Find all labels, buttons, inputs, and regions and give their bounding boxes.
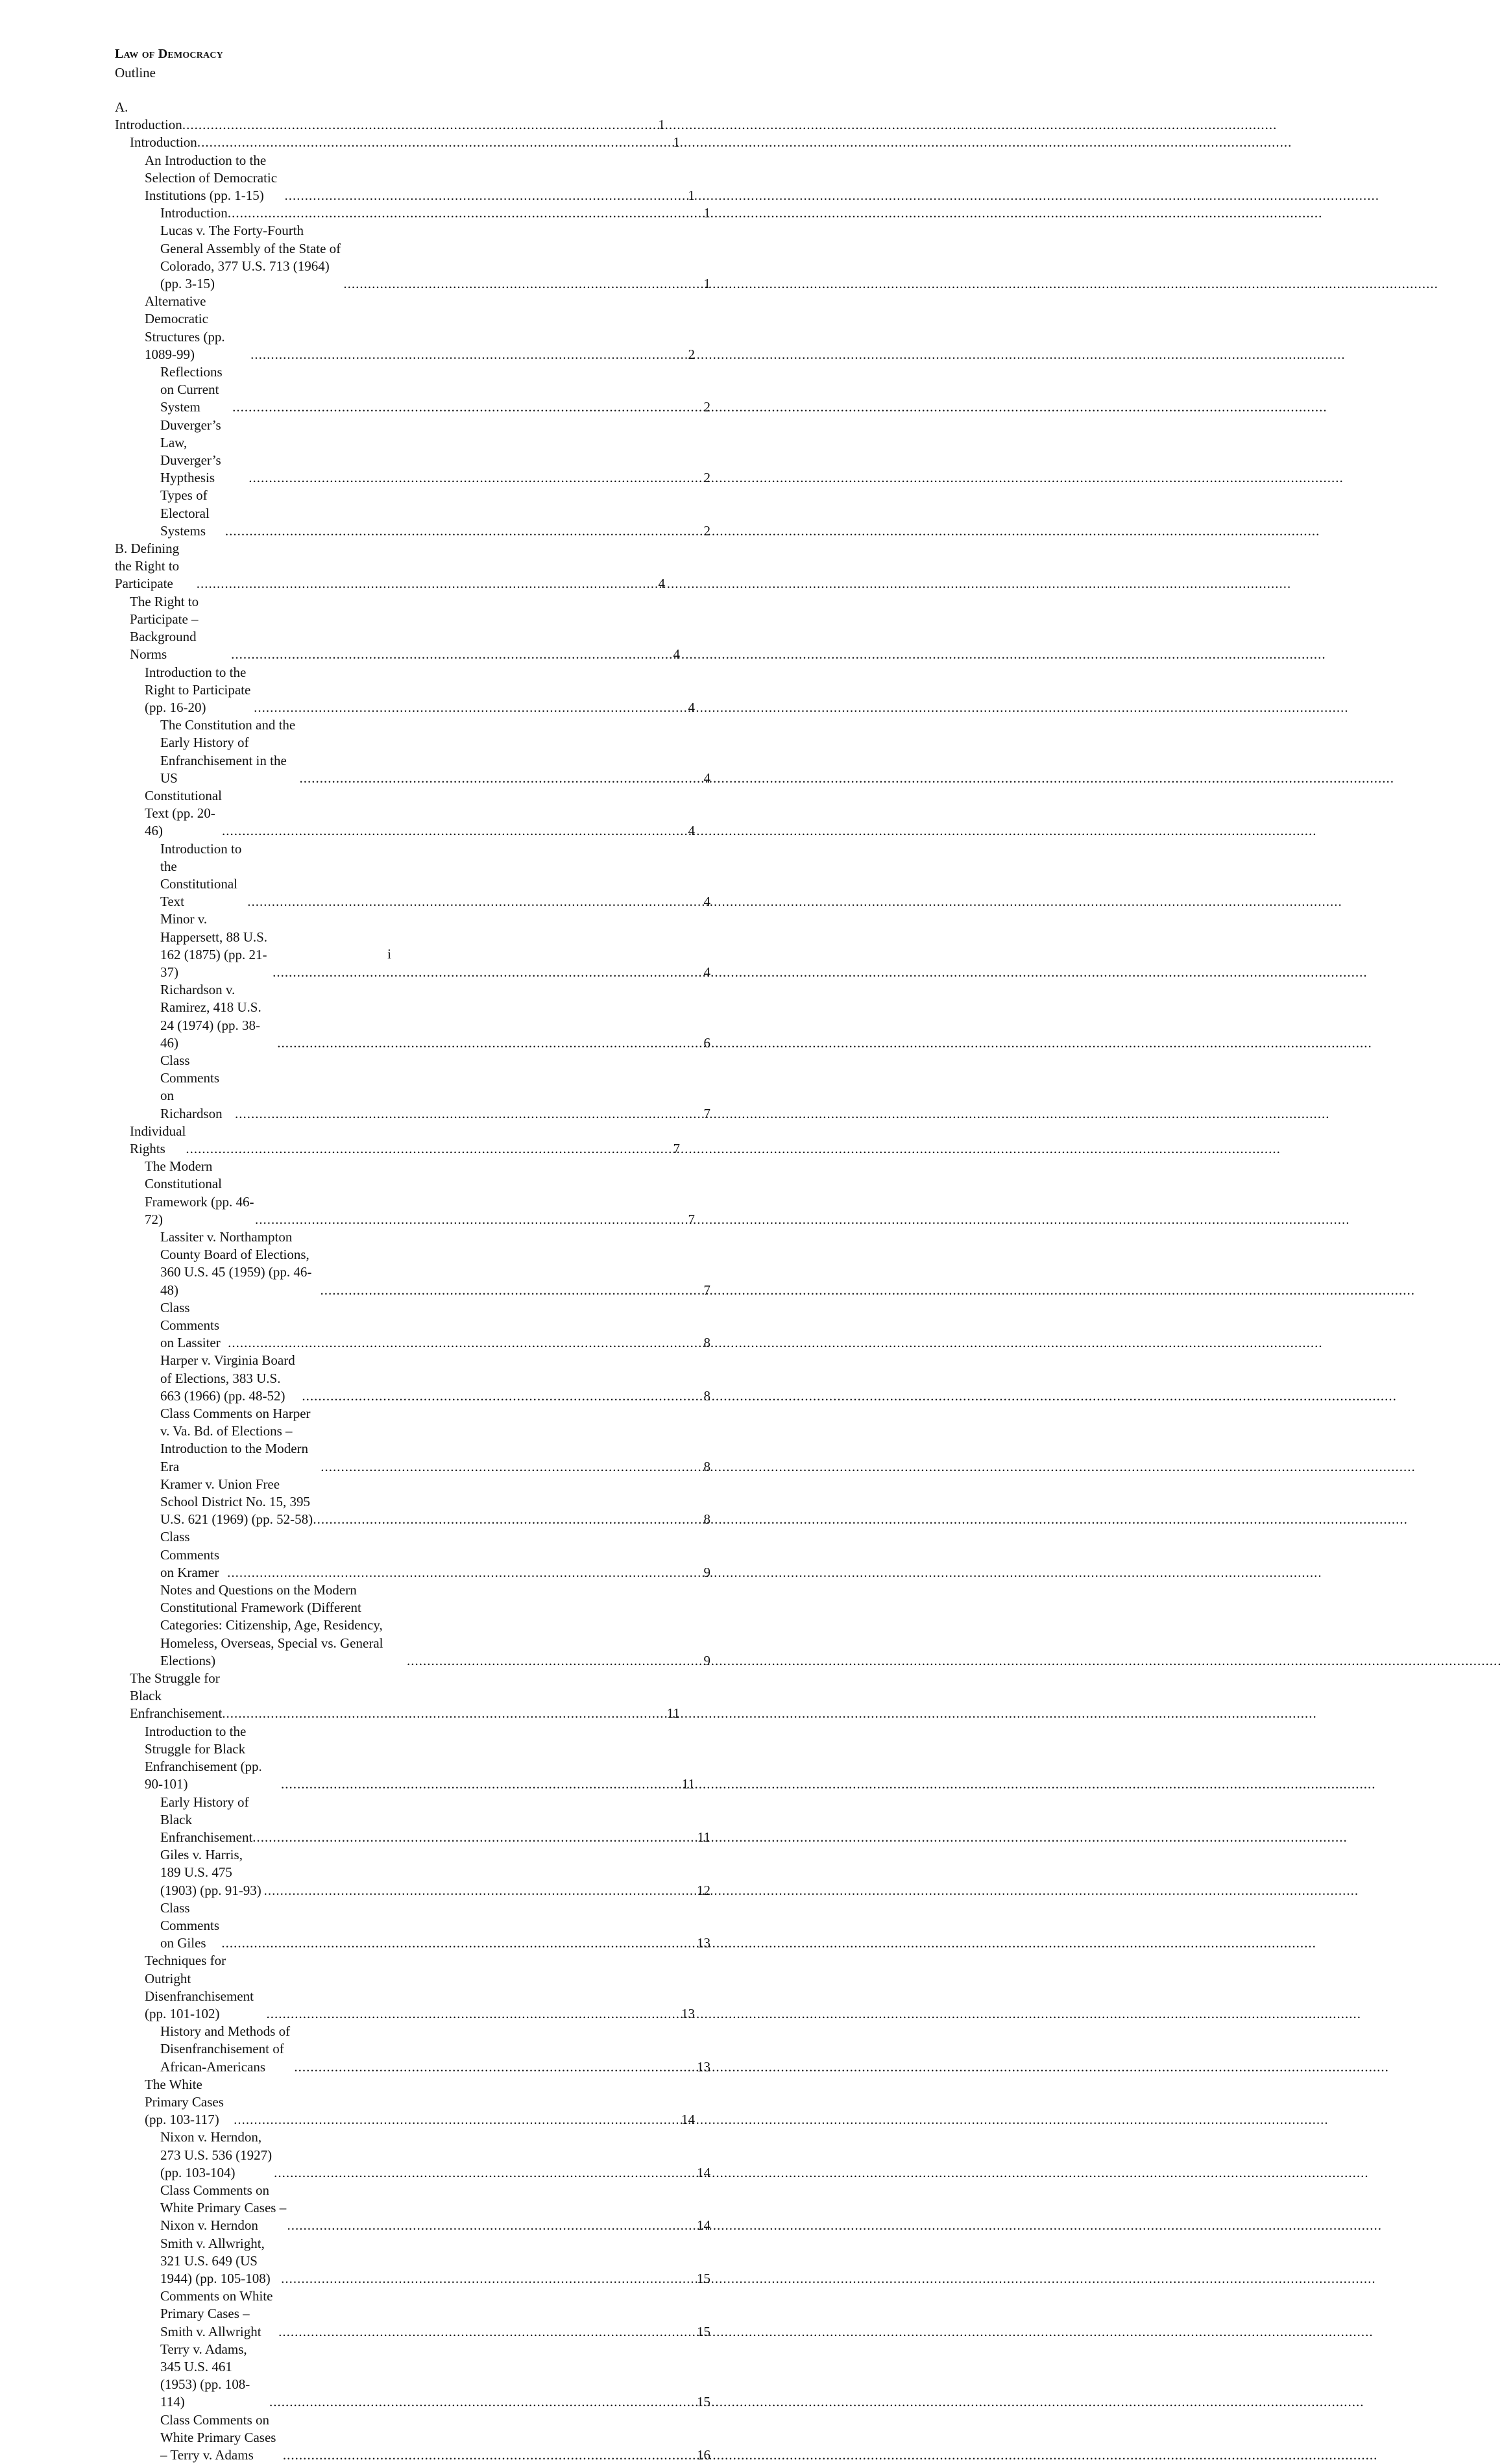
toc-entry-page-number: 13	[681, 2005, 695, 2021]
dot-leader	[281, 1775, 681, 1793]
dot-leader	[225, 522, 703, 540]
toc-entry-page-number: 16	[697, 2447, 710, 2463]
toc-entry-title: Class Comments on Kramer	[160, 1529, 220, 1580]
toc-entry-page-number: 1	[688, 188, 695, 204]
toc-entry-title: Harper v. Virginia Board of Elections, 383 U.S. 663 (1966) (pp. 48-52)	[160, 1352, 295, 1404]
toc-entry-page-number: 15	[697, 2394, 710, 2410]
toc-entry-page-number: 1	[703, 276, 710, 292]
toc-entry-title: An Introduction to the Selection of Democratic Institutions (pp. 1-15)	[145, 152, 278, 204]
dot-leader	[248, 469, 703, 487]
dot-leader	[232, 398, 703, 416]
dot-leader	[255, 1211, 688, 1228]
toc-entry-title: Introduction to the Right to Participate (pp. 16-20)	[145, 664, 251, 715]
toc-entry[interactable]	[115, 2411, 710, 2464]
toc-entry-title: Lucas v. The Forty-Fourth General Assembly of the State of Colorado, 377 U.S. 713 (1964) (pp. 3-15)	[160, 223, 341, 292]
toc-entry[interactable]	[115, 487, 710, 540]
toc-entry[interactable]	[115, 840, 710, 911]
toc-entry[interactable]	[115, 1299, 710, 1352]
toc-entry[interactable]	[115, 1405, 710, 1476]
toc-entry[interactable]	[115, 2182, 710, 2235]
toc-entry-page-number: 6	[703, 1034, 710, 1051]
dot-leader	[281, 2270, 696, 2287]
dot-leader	[235, 1105, 703, 1123]
toc-entry-title: Nixon v. Herndon, 273 U.S. 536 (1927) (pp. 103-104)	[160, 2129, 273, 2180]
toc-entry-title: Notes and Questions on the Modern Constitutional Framework (Different Categories: Citizenship, Age, Residency, Homeless, Overseas, Special vs. General Elections)	[160, 1582, 383, 1668]
toc-entry[interactable]	[115, 981, 710, 1052]
toc-entry-title: The Struggle for Black Enfranchisement	[130, 1670, 223, 1722]
dot-leader	[313, 1511, 703, 1528]
dot-leader	[227, 1564, 703, 1581]
dot-leader	[287, 2217, 697, 2234]
toc-entry-page-number: 4	[688, 823, 695, 839]
toc-entry-title: Duverger’s Law, Duverger’s Hypthesis	[160, 417, 221, 486]
toc-entry[interactable]	[115, 293, 695, 363]
toc-entry-page-number: 1	[703, 205, 710, 221]
dot-leader	[234, 2111, 681, 2129]
dot-leader	[252, 1829, 696, 1846]
toc-entry-page-number: 4	[703, 770, 710, 786]
toc-entry[interactable]	[115, 2341, 710, 2411]
dot-leader	[182, 116, 658, 134]
toc-entry-page-number: 4	[703, 964, 710, 980]
toc-entry[interactable]	[115, 363, 710, 417]
toc-entry[interactable]	[115, 134, 680, 151]
toc-entry-title: Smith v. Allwright, 321 U.S. 649 (US 1944) (pp. 105-108)	[160, 2235, 271, 2286]
toc-entry[interactable]	[115, 1581, 710, 1670]
toc-entry-title: The White Primary Cases (pp. 103-117)	[145, 2076, 224, 2128]
toc-entry[interactable]	[115, 1899, 710, 1953]
toc-entry-page-number: 14	[697, 2217, 710, 2234]
dot-leader	[283, 2446, 696, 2464]
dot-leader	[197, 575, 658, 592]
toc-entry[interactable]	[115, 1476, 710, 1529]
dot-leader	[407, 1652, 703, 1670]
toc-entry[interactable]	[115, 2235, 710, 2288]
toc-entry[interactable]	[115, 2023, 710, 2076]
toc-entry-page-number: 4	[658, 576, 665, 592]
dot-leader	[278, 2323, 696, 2341]
dot-leader	[343, 275, 703, 293]
toc-entry-page-number: 15	[697, 2323, 710, 2339]
toc-entry-page-number: 8	[703, 1335, 710, 1351]
dot-leader	[228, 204, 703, 222]
toc-entry[interactable]	[115, 1952, 695, 2023]
toc-entry-title: Class Comments on Harper v. Va. Bd. of Elections – Introduction to the Modern Era	[160, 1406, 311, 1474]
toc-entry-title: Comments on White Primary Cases – Smith v. Allwright	[160, 2288, 273, 2339]
dot-leader	[222, 822, 687, 840]
table-of-contents	[115, 99, 710, 2464]
toc-entry-page-number: 11	[681, 1776, 695, 1792]
toc-entry[interactable]	[115, 1123, 680, 1158]
page-number: i	[387, 946, 391, 962]
toc-entry[interactable]	[115, 1052, 710, 1123]
toc-entry[interactable]	[115, 1158, 695, 1228]
toc-entry[interactable]	[115, 664, 695, 717]
dot-leader	[231, 646, 672, 663]
dot-leader	[228, 1334, 703, 1352]
toc-entry-title: Lassiter v. Northampton County Board of Elections, 360 U.S. 45 (1959) (pp. 46-48)	[160, 1229, 312, 1298]
dot-leader	[221, 1934, 696, 1952]
toc-entry[interactable]	[115, 1670, 680, 1723]
toc-entry-title: Introduction to the Struggle for Black Enfranchisement (pp. 90-101)	[145, 1723, 262, 1792]
dot-leader	[222, 1705, 666, 1722]
dot-leader	[247, 893, 703, 910]
toc-entry-page-number: 11	[697, 1829, 710, 1845]
toc-entry-page-number: 8	[703, 1511, 710, 1528]
toc-entry-title: Reflections on Current System	[160, 364, 223, 415]
toc-entry[interactable]	[115, 1794, 710, 1847]
dot-leader	[186, 1140, 672, 1158]
toc-entry-page-number: 7	[673, 1140, 680, 1156]
toc-entry-title: Class Comments on White Primary Cases – Nixon v. Herndon	[160, 2182, 287, 2234]
toc-entry-page-number: 2	[688, 346, 695, 362]
dot-leader	[302, 1387, 703, 1405]
toc-entry-title: Richardson v. Ramirez, 418 U.S. 24 (1974) (pp. 38-46)	[160, 982, 261, 1051]
toc-entry-page-number: 1	[658, 117, 665, 133]
toc-entry-page-number: 13	[697, 2058, 710, 2075]
toc-entry-page-number: 7	[703, 1282, 710, 1298]
toc-entry[interactable]	[115, 593, 680, 664]
toc-entry-page-number: 2	[703, 470, 710, 486]
toc-entry-page-number: 14	[681, 2112, 695, 2128]
toc-entry-title: Class Comments on White Primary Cases – Terry v. Adams	[160, 2411, 276, 2463]
toc-entry[interactable]	[115, 716, 710, 787]
toc-entry-title: Introduction	[130, 134, 197, 151]
toc-entry-title: Kramer v. Union Free School District No. 15, 395 U.S. 621 (1969) (pp. 52-58)	[160, 1476, 313, 1528]
dot-leader	[266, 2005, 681, 2023]
toc-entry-title: Alternative Democratic Structures (pp. 1089-99)	[145, 293, 225, 362]
toc-entry-title: Class Comments on Richardson	[160, 1052, 223, 1121]
dot-leader	[320, 1282, 703, 1299]
toc-entry[interactable]	[115, 99, 665, 134]
toc-entry-page-number: 4	[703, 894, 710, 910]
toc-entry-page-number: 15	[697, 2270, 710, 2286]
toc-entry-title: Minor v. Happersett, 88 U.S. 162 (1875) (pp. 21-37)	[160, 911, 268, 980]
toc-entry-page-number: 12	[697, 1882, 710, 1898]
toc-entry-title: Types of Electoral Systems	[160, 487, 210, 539]
dot-leader	[300, 770, 703, 787]
toc-entry-page-number: 11	[666, 1705, 680, 1722]
dot-leader	[284, 187, 687, 204]
dot-leader	[264, 1882, 696, 1899]
dot-leader	[250, 346, 687, 363]
toc-entry-title: Introduction	[160, 205, 228, 221]
toc-entry[interactable]	[115, 1228, 710, 1299]
toc-entry-page-number: 7	[703, 1105, 710, 1121]
toc-entry-page-number: 13	[697, 1935, 710, 1951]
toc-entry-title: Techniques for Outright Disenfranchisement (pp. 101-102)	[145, 1953, 254, 2021]
toc-entry-page-number: 4	[673, 646, 680, 663]
dot-leader	[277, 1034, 703, 1052]
toc-entry-page-number: 2	[703, 399, 710, 415]
toc-entry[interactable]	[115, 152, 695, 205]
toc-entry[interactable]	[115, 2287, 710, 2341]
toc-entry-title: Early History of Black Enfranchisement	[160, 1794, 253, 1845]
dot-leader	[274, 2164, 696, 2182]
dot-leader	[294, 2058, 696, 2076]
toc-entry[interactable]	[115, 1352, 710, 1405]
toc-entry-title: The Modern Constitutional Framework (pp. 46-72)	[145, 1158, 254, 1227]
toc-entry-title: A. Introduction	[115, 99, 182, 133]
toc-entry[interactable]	[115, 540, 665, 593]
toc-entry-page-number: 1	[673, 134, 680, 151]
toc-entry-title: Individual Rights	[130, 1123, 186, 1156]
toc-entry-page-number: 14	[697, 2164, 710, 2180]
toc-entry-page-number: 9	[703, 1564, 710, 1580]
toc-entry-page-number: 9	[703, 1652, 710, 1668]
dot-leader	[321, 1458, 703, 1476]
toc-entry-title: Class Comments on Giles	[160, 1899, 220, 1951]
toc-entry-page-number: 8	[703, 1387, 710, 1404]
toc-entry-title: The Constitution and the Early History of Enfranchisement in the US	[160, 717, 296, 786]
toc-entry-page-number: 2	[703, 522, 710, 539]
dot-leader	[273, 964, 703, 981]
toc-entry-title: Introduction to the Constitutional Text	[160, 840, 242, 910]
toc-entry-title: Terry v. Adams, 345 U.S. 461 (1953) (pp. 108-114)	[160, 2341, 250, 2410]
toc-entry-title: Giles v. Harris, 189 U.S. 475 (1903) (pp. 91-93)	[160, 1847, 261, 1898]
toc-entry-title: History and Methods of Disenfranchisement of African-Americans	[160, 2023, 291, 2075]
document-title: Law of Democracy	[115, 47, 223, 61]
toc-entry[interactable]	[115, 787, 695, 840]
document-subtitle: Outline	[115, 65, 156, 80]
toc-entry[interactable]	[115, 204, 710, 222]
toc-entry-title: B. Defining the Right to Participate	[115, 541, 180, 592]
toc-entry[interactable]	[115, 222, 710, 293]
toc-entry[interactable]	[115, 1528, 710, 1581]
toc-entry[interactable]	[115, 1723, 695, 1794]
toc-entry-page-number: 7	[688, 1211, 695, 1227]
toc-entry-title: The Right to Participate – Background Norms	[130, 593, 199, 663]
toc-entry[interactable]	[115, 417, 710, 487]
toc-entry-page-number: 8	[703, 1458, 710, 1474]
toc-entry-page-number: 4	[688, 699, 695, 715]
toc-entry[interactable]	[115, 1846, 710, 1899]
dot-leader	[254, 699, 687, 716]
dot-leader	[269, 2393, 696, 2411]
dot-leader	[197, 134, 673, 151]
toc-entry[interactable]	[115, 2076, 695, 2129]
toc-entry-title: Constitutional Text (pp. 20-46)	[145, 787, 223, 839]
toc-entry-title: Class Comments on Lassiter	[160, 1299, 221, 1351]
toc-entry[interactable]	[115, 2129, 710, 2182]
